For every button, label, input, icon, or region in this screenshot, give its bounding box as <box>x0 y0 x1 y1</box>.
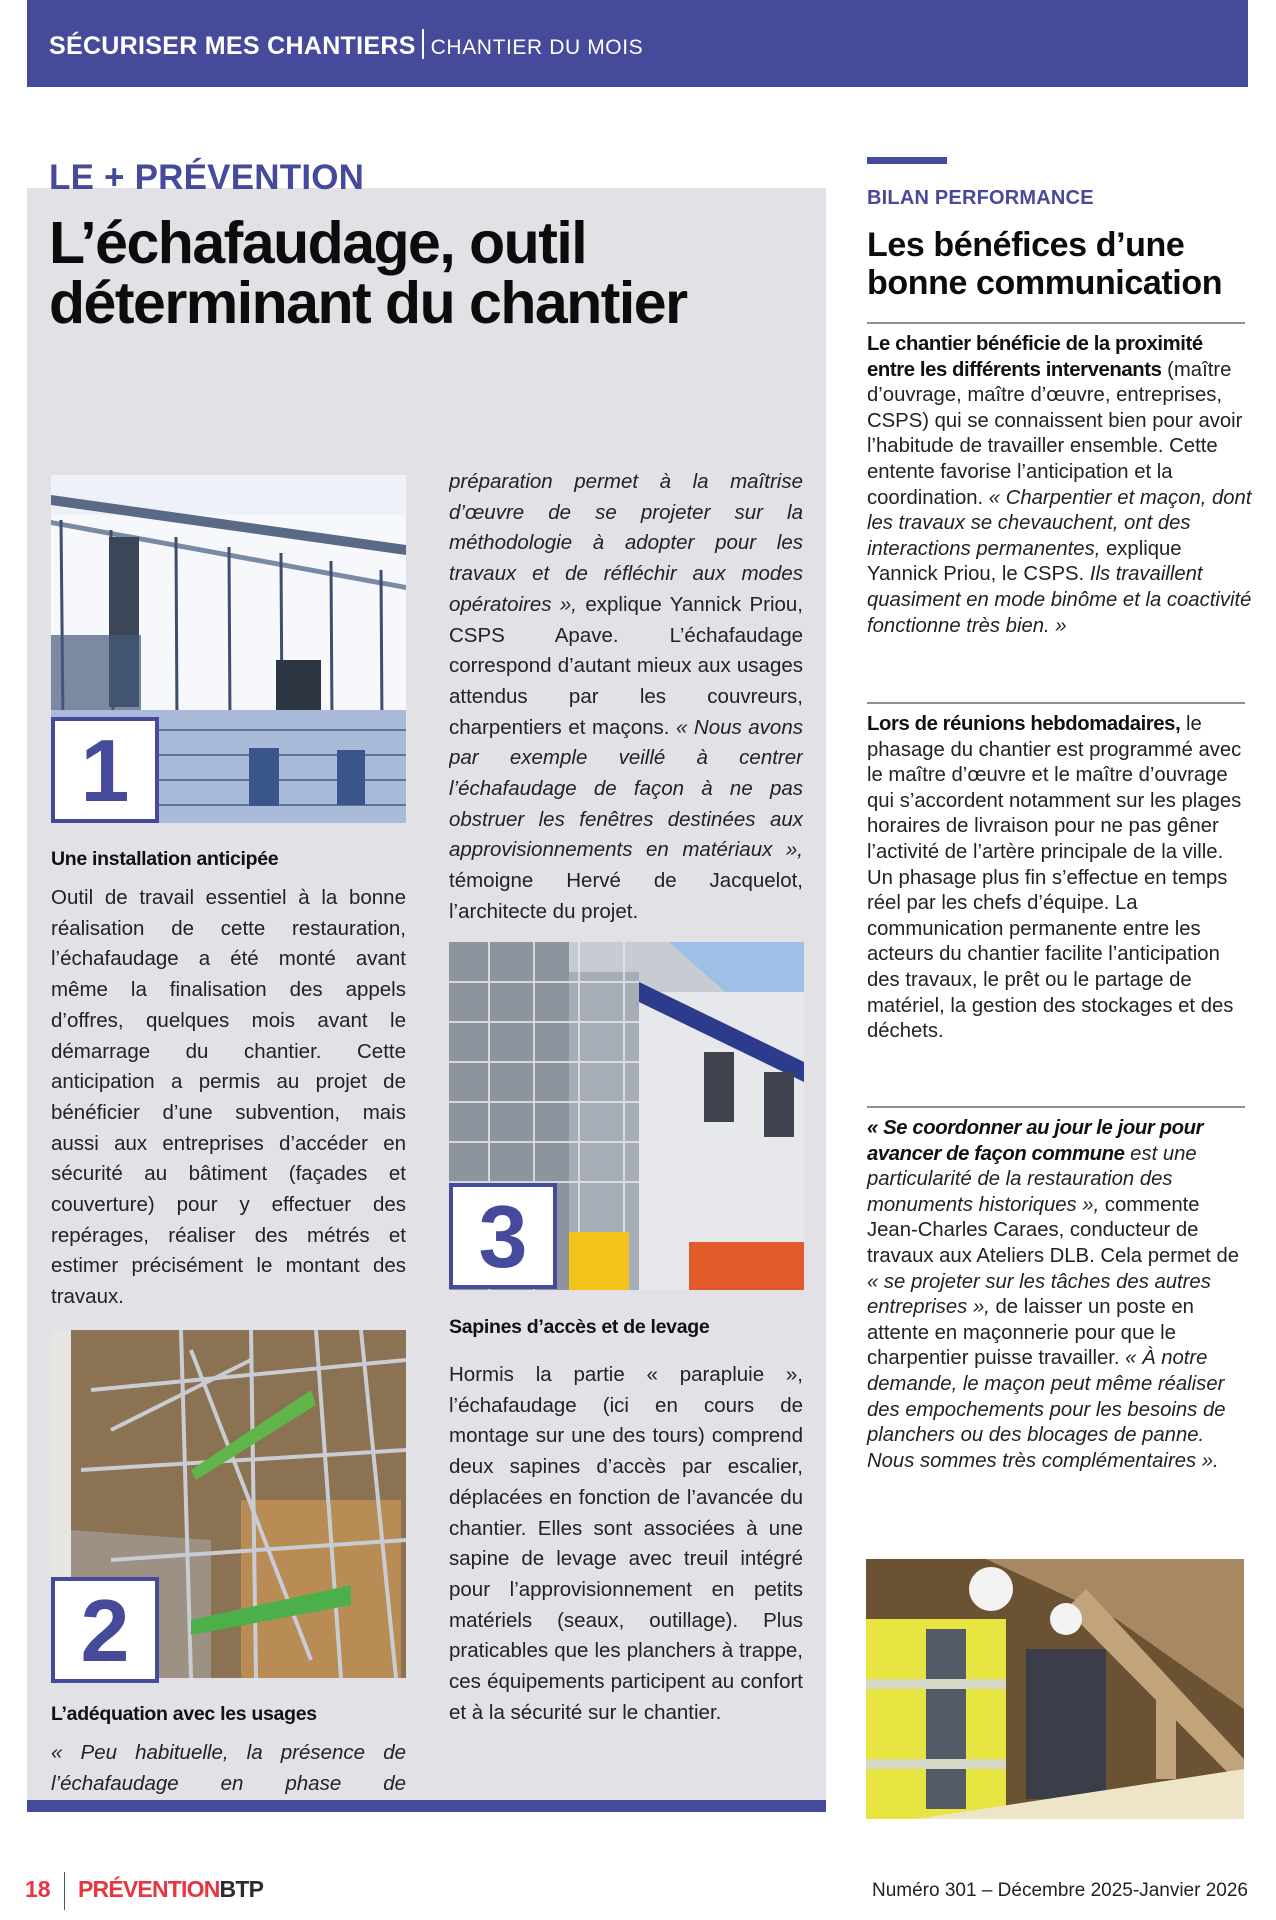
step-3-heading: Sapines d’accès et de levage <box>449 1316 710 1338</box>
sidebar-p3-lead: « Se coordonner au jour le jour pour avancer de façon commune <box>867 1117 1204 1165</box>
issue-info: Numéro 301 – Décembre 2025-Janvier 2026 <box>872 1880 1248 1901</box>
step-2-heading: L’adéquation avec les usages <box>51 1703 317 1725</box>
sidebar-accent-rule <box>867 157 947 164</box>
sidebar-p1-lead: Le chantier bénéficie de la proximité entre les différents intervenants <box>867 333 1203 381</box>
step-1-body: Outil de travail essentiel à la bonne réalisation de cette restauration, l’échafaudage a été monté avant même la finalisation des appels d’offres, quelques mois avant le démarrage du chantier. Cette anticipation a permis au projet de bénéficier d’une subvention, mais aussi aux entreprises d’accéder en sécurité au bâtiment (façades et couverture) pour y effectuer des repérages, réaliser des métrés et estimer précisément le montant des travaux. <box>51 886 406 1309</box>
sidebar-p3-quote-a: est une particularité de la restauration des monuments historiques », <box>867 1142 1197 1216</box>
section-header <box>49 29 643 61</box>
logo-prevention: PRÉVENTION <box>78 1876 220 1902</box>
sidebar-p3-text-b: de laisser un poste en attente en maçonnerie pour que le charpentier puisse travailler. <box>867 1296 1194 1370</box>
step-3-body: Hormis la partie « parapluie », l’échafaudage (ici en cours de montage sur une des tours) comprend deux sapines d’accès par escalier, déplacées en fonction de l’avancée du chantier. Elles sont associées à une sapine de levage avec treuil intégré pour l’approvisionnement en petits matériels (seaux, outillage). Plus praticables que les planchers à trappe, ces équipements participent au confort et à la sécurité sur le chantier. <box>449 1363 803 1724</box>
article-title: L’échafaudage, outil déterminant du chantier <box>49 210 687 336</box>
step-2-quote-part2: « Nous avons par exemple veillé à centrer l’échafaudage de façon à ne pas obstruer les fenêtres destinées aux approvisionnements en matériaux », <box>449 715 803 862</box>
step-1-heading: Une installation anticipée <box>51 848 279 870</box>
sidebar-paragraph-3 <box>867 1116 1252 1474</box>
sidebar-p3-quote-b: « se projeter sur les tâches des autres entreprises », <box>867 1270 1211 1319</box>
step-2-body-start <box>51 1738 406 1800</box>
sidebar-p1-quote-a: « Charpentier et maçon, dont les travaux se chevauchent, ont des interactions permanentes, <box>867 486 1252 560</box>
magazine-logo <box>78 1876 263 1903</box>
step-2-quote-part1: « Peu habituelle, la présence de l’échafaudage en phase de <box>51 1741 406 1795</box>
sidebar-divider-3 <box>867 1106 1245 1108</box>
section-subtitle: CHANTIER DU MOIS <box>430 36 644 59</box>
logo-btp: BTP <box>219 1876 264 1902</box>
step-2-text-2: témoigne Hervé de Jacquelot, l’architecte du projet. <box>449 869 803 923</box>
sidebar-paragraph-1 <box>867 332 1252 639</box>
sidebar-p1-quote-b: Ils travaillent quasiment en mode binôme et la coactivité fonctionne très bien. » <box>867 563 1252 637</box>
sidebar-divider-2 <box>867 702 1245 704</box>
sidebar-p1-text-b: explique Yannick Priou, le CSPS. <box>867 537 1182 586</box>
sidebar-p2-lead: Lors de réunions hebdomadaires, <box>867 713 1181 735</box>
footer-divider <box>64 1872 65 1910</box>
section-title: SÉCURISER MES CHANTIERS <box>49 32 416 60</box>
sidebar-photo-workers <box>866 1559 1244 1819</box>
sidebar-p2-text: le phasage du chantier est programmé avec le maître d’œuvre et le maître d’ouvrage qui s’accordent notamment sur les plages horaires de livraison pour ne pas gêner l’activité de l’artère principale de la ville. Un phasage plus fin s’effectue en temps réel par les chefs d’équipe. La communication permanente entre les acteurs du chantier facilite l’anticipation des travaux, le prêt ou le partage de matériel, la gestion des stockages et des déchets. <box>867 713 1242 1043</box>
sidebar-title: Les bénéfices d’une bonne communication <box>867 226 1223 302</box>
step-2-body-continued <box>449 467 803 927</box>
page-number: 18 <box>25 1876 51 1902</box>
article-kicker: LE + PRÉVENTION <box>49 158 365 197</box>
step-2-quote-part1-continued: préparation permet à la maîtrise d’œuvre de se projeter sur la méthodologie à adopter pour les travaux et de réfléchir aux modes opératoires », <box>449 470 803 616</box>
step-number-1: 1 <box>51 717 159 823</box>
article-panel-bottom-bar <box>27 1800 826 1812</box>
sidebar-p3-quote-c: « À notre demande, le maçon peut même réaliser des empochements pour les besoins de planchers ou des blocages de panne. Nous sommes très complémentaires ». <box>867 1347 1226 1472</box>
sidebar-p3-text-a: commente Jean-Charles Caraes, conducteur de travaux aux Ateliers DLB. Cela permet de <box>867 1193 1240 1267</box>
sidebar-p1-text: (maître d’ouvrage, maître d’œuvre, entreprises, CSPS) qui se connaissent bien pour avoir l’habitude de travailler ensemble. Cette entente favorise l’anticipation et la coordination. <box>867 358 1243 509</box>
step-number-3: 3 <box>449 1183 557 1289</box>
step-2-text-1: explique Yannick Priou, CSPS Apave. L’échafaudage correspond d’autant mieux aux usages attendus par les couvreurs, charpentiers et maçons. <box>449 592 803 739</box>
step-number-2: 2 <box>51 1577 159 1683</box>
sidebar-paragraph-2 <box>867 712 1252 1045</box>
sidebar-kicker: BILAN PERFORMANCE <box>867 187 1094 209</box>
header-divider <box>422 29 424 59</box>
sidebar-divider-1 <box>867 322 1245 324</box>
